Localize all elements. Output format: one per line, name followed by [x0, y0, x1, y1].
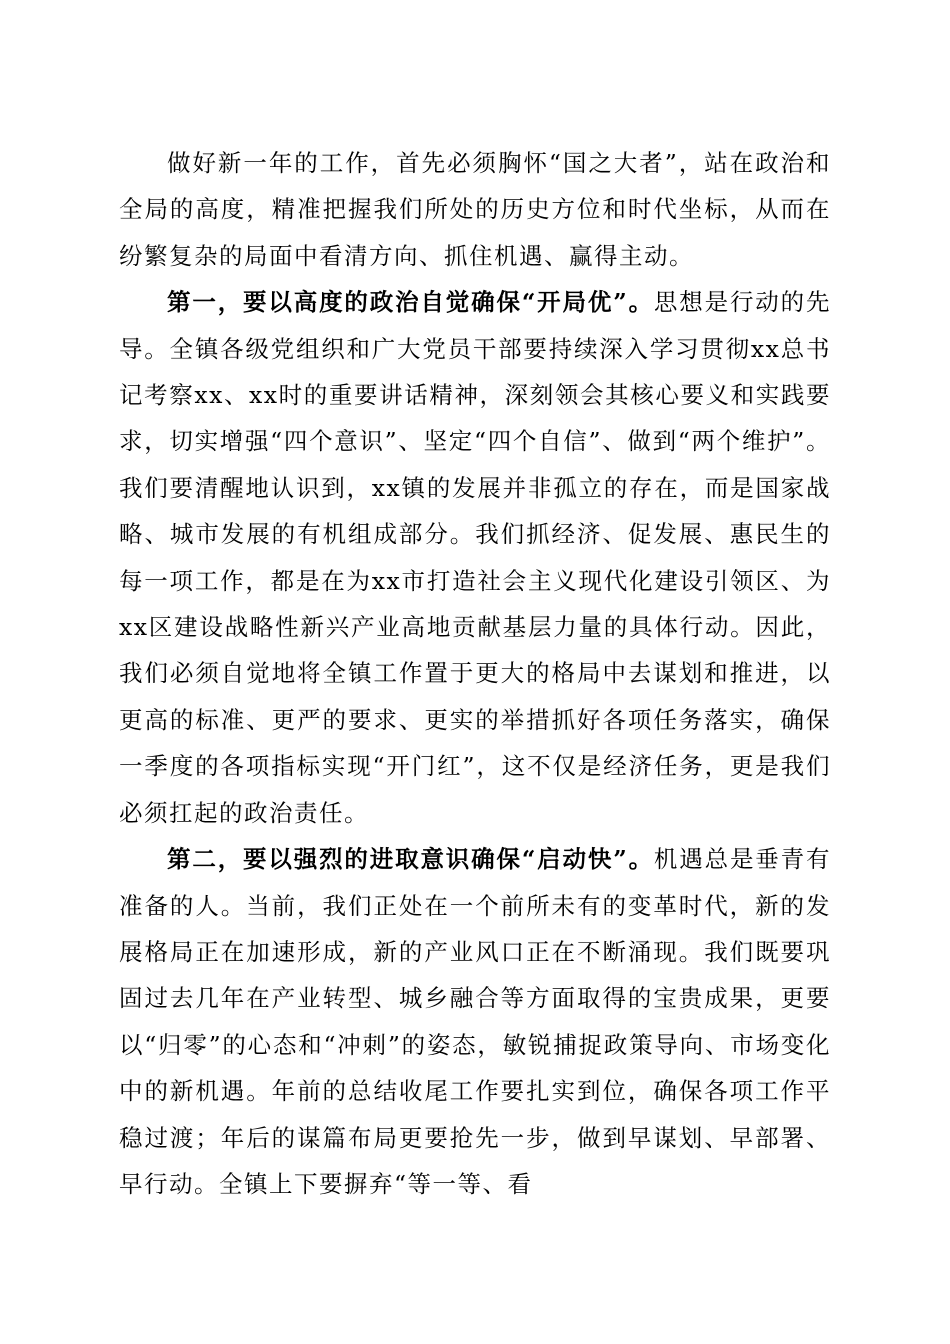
paragraph-text: 机遇总是垂青有准备的人。当前，我们正处在一个前所未有的变革时代，新的发展格局正在加速形成，新的产业风口正在不断涌现。我们既要巩固过去几年在产业转型、城乡融合等方面取得的宝贵成果，更要以“归零”的心态和“冲刺”的姿态，敏锐捕捉政策导向、市场变化中的新机遇。年前的总结收尾工作要扎实到位，确保各项工作平稳过渡；年后的谋篇布局更要抢先一步，做到早谋划、早部署、早行动。全镇上下要摒弃“等一等、看 — [119, 845, 831, 1198]
paragraph-second-point — [119, 836, 831, 1207]
document-body — [119, 140, 831, 1207]
paragraph-intro — [119, 140, 831, 279]
paragraph-text: 思想是行动的先导。全镇各级党组织和广大党员干部要持续深入学习贯彻xx总书记考察xx、xx时的重要讲话精神，深刻领会其核心要义和实践要求，切实增强“四个意识”、坚定“四个自信”、做到“两个维护”。我们要清醒地认识到，xx镇的发展并非孤立的存在，而是国家战略、城市发展的有机组成部分。我们抓经济、促发展、惠民生的每一项工作，都是在为xx市打造社会主义现代化建设引领区、为xx区建设战略性新兴产业高地贡献基层力量的具体行动。因此，我们必须自觉地将全镇工作置于更大的格局中去谋划和推进，以更高的标准、更严的要求、更实的举措抓好各项任务落实，确保一季度的各项指标实现“开门红”，这不仅是经济任务，更是我们必须扛起的政治责任。 — [119, 288, 831, 827]
paragraph-text: 做好新一年的工作，首先必须胸怀“国之大者”，站在政治和全局的高度，精准把握我们所处的历史方位和时代坐标，从而在纷繁复杂的局面中看清方向、抓住机遇、赢得主动。 — [119, 149, 831, 270]
paragraph-first-point — [119, 279, 831, 836]
paragraph-lead: 第二，要以强烈的进取意识确保“启动快”。 — [167, 845, 654, 874]
paragraph-lead: 第一，要以高度的政治自觉确保“开局优”。 — [167, 288, 654, 317]
